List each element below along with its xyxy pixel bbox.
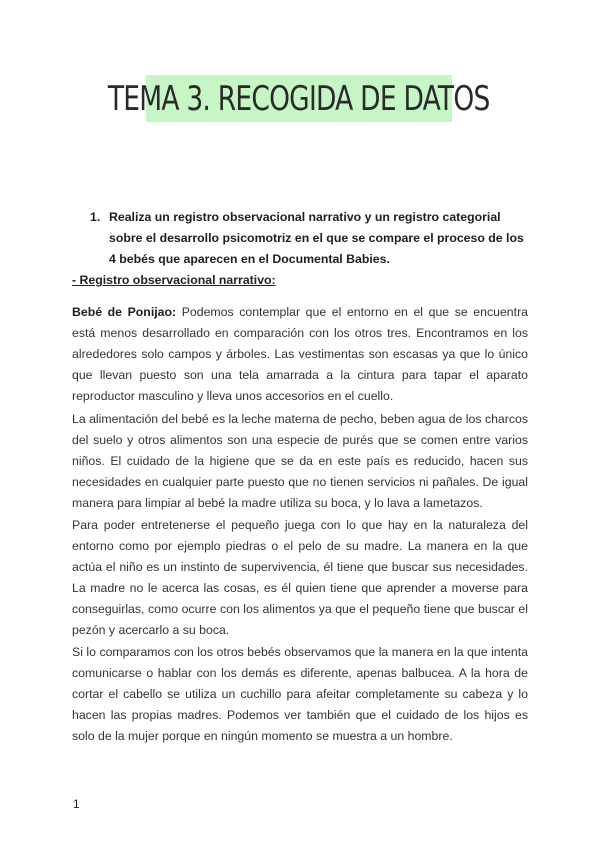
question-text: Realiza un registro observacional narrativo y un registro categorial sobre el desarrollo psicomotriz en el que se compare el proceso de los 4 bebés que aparecen en el Documental Babies. xyxy=(109,210,524,266)
section-heading: - Registro observacional narrativo: xyxy=(72,273,276,287)
paragraph-3: Para poder entretenerse el pequeño juega con lo que hay en la naturaleza del entorno como por ejemplo piedras o el pelo de su madre. La manera en la que actúa el niño es un instinto de supervivencia, él tiene que buscar sus necesidades. La madre no le acerca las cosas, es él quien tiene que aprender a moverse para conseguirlas, como ocurre con los alimentos ya que el pequeño tiene que buscar el pezón y acercarlo a su boca. xyxy=(72,518,528,637)
title-highlight xyxy=(108,75,490,122)
paragraph-1 xyxy=(72,302,528,407)
paragraph-lead: Bebé de Ponijao: xyxy=(72,305,177,319)
question-item xyxy=(90,207,530,270)
paragraph-2: La alimentación del bebé es la leche materna de pecho, beben agua de los charcos del suelo y otros alimentos son una especie de purés que se comen entre varios niños. El cuidado de la higiene que se da en este país es reducido, hacen sus necesidades en cualquier parte puesto que no tienen servicios ni pañales. De igual manera para limpiar al bebé la madre utiliza su boca, y lo lava a lametazos. xyxy=(72,412,528,510)
page-number: 1 xyxy=(73,797,80,811)
paragraph-text: Podemos contemplar que el entorno en el que se encuentra está menos desarrollado en comparación con los otros tres. Encontramos en los alrededores solo campos y árboles. Las vestimentas son escasas ya que lo único que llevan puesto son una tela amarrada a la cintura para tapar el aparato reproductor masculino y lleva unos accesorios en el cuello. xyxy=(72,305,528,403)
paragraph-4: Si lo comparamos con los otros bebés observamos que la manera en la que intenta comunicarse o hablar con los demás es diferente, apenas balbucea. A la hora de cortar el cabello se utiliza un cuchillo para afeitar completamente su cabeza y lo hacen las propias madres. Podemos ver también que el cuidado de los hijos es solo de la mujer porque en ningún momento se muestra a un hombre. xyxy=(72,645,528,743)
page-title: TEMA 3. RECOGIDA DE DATOS xyxy=(108,78,490,119)
question-number: 1. xyxy=(90,210,101,224)
